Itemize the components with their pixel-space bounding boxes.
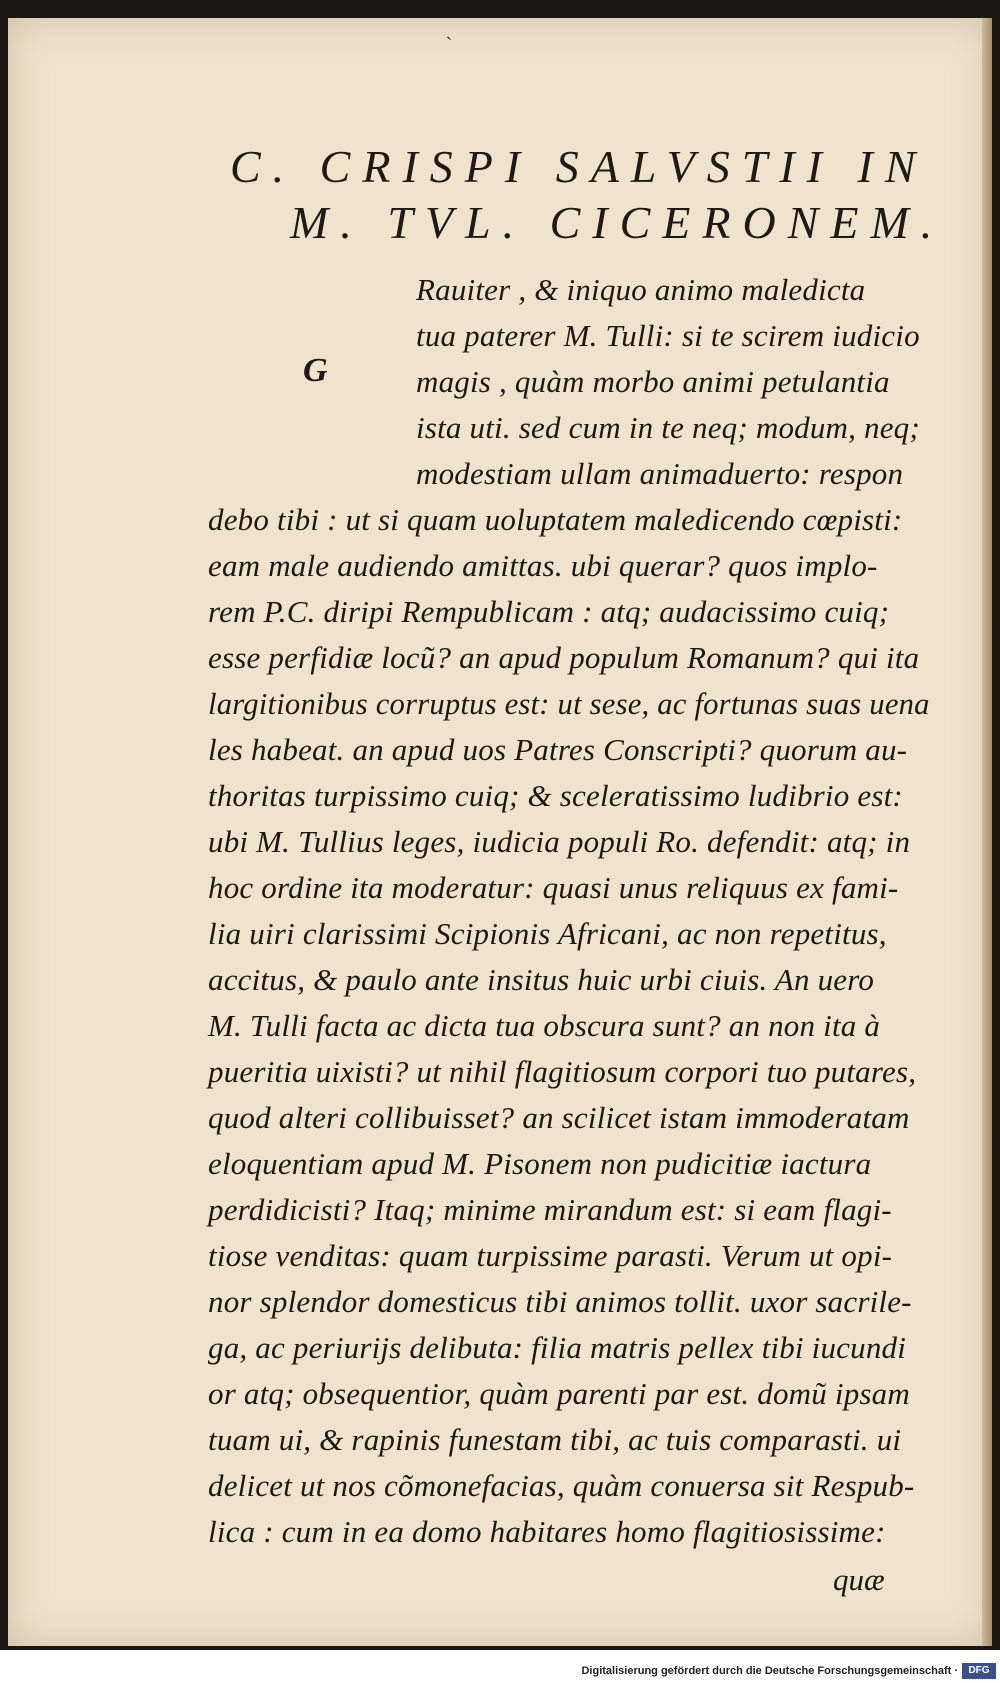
text-line: tua paterer M. Tulli: si te scirem iudicio — [416, 318, 920, 353]
text-line: tuam ui, & rapinis funestam tibi, ac tuis comparasti. ui — [208, 1422, 902, 1457]
text-line: delicet ut nos cõmonefacias, quàm conuersa sit Respub- — [208, 1468, 915, 1503]
text-line: ubi M. Tullius leges, iudicia populi Ro. defendit: atq; in — [208, 824, 911, 859]
ink-speck: ˋ — [445, 32, 453, 57]
text-line: debo tibi : ut si quam uoluptatem maledicendo cœpisti: — [208, 502, 903, 537]
text-line: perdidicisti? Itaq; minime mirandum est: si eam flagi- — [208, 1192, 892, 1227]
text-line: modestiam ullam animaduerto: respon — [416, 456, 904, 491]
drop-initial: G — [303, 352, 328, 389]
text-line: ista uti. sed cum in te neq; modum, neq; — [416, 410, 920, 445]
digitization-footer — [0, 1650, 1000, 1683]
text-line: eloquentiam apud M. Pisonem non pudicitiæ iactura — [208, 1146, 872, 1181]
text-line: accitus, & paulo ante insitus huic urbi ciuis. An uero — [208, 962, 875, 997]
text-line: magis , quàm morbo animi petulantia — [416, 364, 890, 399]
text-line: ga, ac periurijs delibuta: filia matris pellex tibi iucundi — [208, 1330, 907, 1365]
title-line-1: C. CRISPI SALVSTII IN — [230, 141, 928, 192]
footer-credit: Digitalisierung gefördert durch die Deutsche Forschungsgemeinschaft · — [581, 1665, 958, 1677]
text-line: les habeat. an apud uos Patres Conscripti? quorum au- — [208, 732, 908, 767]
text-line: eam male audiendo amittas. ubi querar? quos implo- — [208, 548, 878, 583]
text-line: rem P.C. diripi Rempublicam : atq; audacissimo cuiq; — [208, 594, 890, 629]
text-line: lia uiri clarissimi Scipionis Africani, ac non repetitus, — [208, 916, 887, 951]
catchword: quæ — [833, 1562, 885, 1597]
text-line: thoritas turpissimo cuiq; & sceleratissimo ludibrio est: — [208, 778, 903, 813]
text-line: Rauiter , & iniquo animo maledicta — [416, 272, 866, 307]
text-line: quod alteri collibuisset? an scilicet istam immoderatam — [208, 1100, 910, 1135]
dfg-logo-icon: DFG — [962, 1663, 996, 1679]
text-line: nor splendor domesticus tibi animos tollit. uxor sacrile- — [208, 1284, 912, 1319]
text-line: lica : cum in ea domo habitares homo flagitiosissime: — [208, 1514, 886, 1549]
text-line: M. Tulli facta ac dicta tua obscura sunt? an non ita à — [208, 1008, 881, 1043]
text-line: or atq; obsequentior, quàm parenti par est. domũ ipsam — [208, 1376, 910, 1411]
text-line: hoc ordine ita moderatur: quasi unus reliquus ex fami- — [208, 870, 899, 905]
title-line-2: M. TVL. CICERONEM. — [290, 197, 945, 248]
text-line: pueritia uixisti? ut nihil flagitiosum corpori tuo putares, — [208, 1054, 917, 1089]
text-line: tiose venditas: quam turpissime parasti. Verum ut opi- — [208, 1238, 893, 1273]
page-edge — [982, 18, 992, 1646]
text-line: largitionibus corruptus est: ut sese, ac fortunas suas uena — [208, 686, 930, 721]
text-line: esse perfidiæ locũ? an apud populum Romanum? qui ita — [208, 640, 920, 675]
